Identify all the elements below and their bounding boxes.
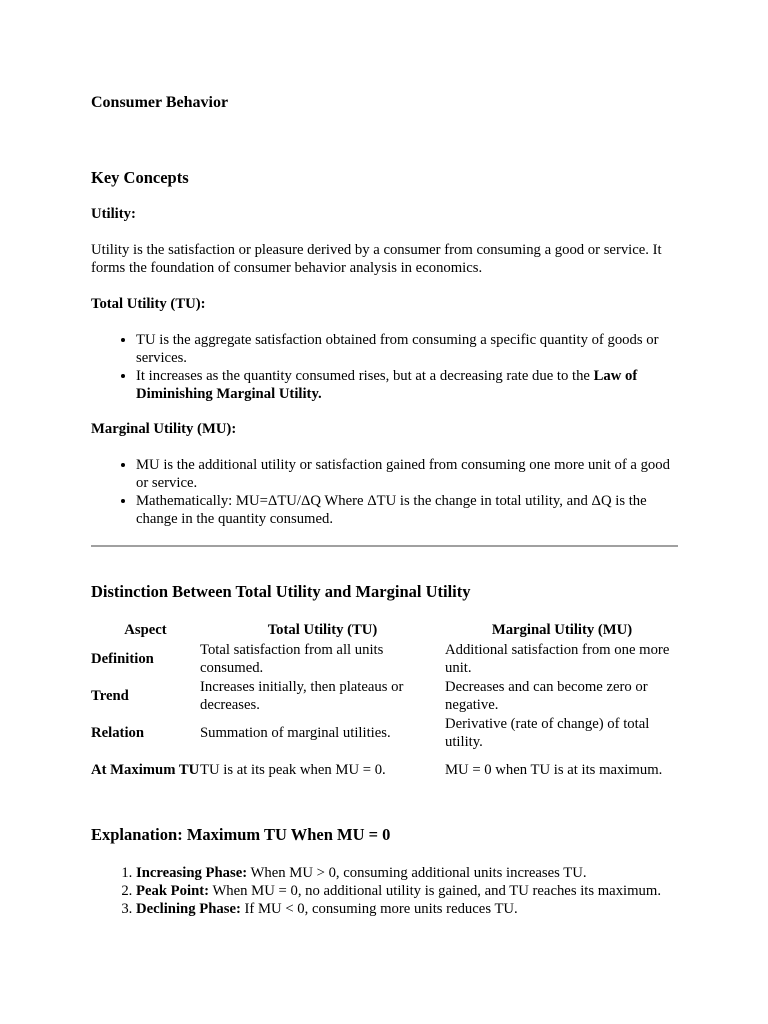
list-item (136, 456, 679, 492)
bullet-text: MU is the additional utility or satisfaction gained from consuming one more unit of a good or service. (136, 457, 670, 491)
column-header-mu: Marginal Utility (MU) (491, 622, 633, 638)
bullet-text: It increases as the quantity consumed rises, but at a decreasing rate due to the (136, 368, 594, 384)
mu-cell: Decreases and can become zero or negative. (445, 678, 648, 713)
step-label: Increasing Phase: (136, 865, 248, 881)
law-name: Law of Diminishing Marginal Utility. (136, 368, 638, 402)
table-row (91, 714, 679, 751)
step-text: If MU < 0, consuming more units reduces TU. (240, 901, 518, 917)
bullet-text: TU is the aggregate satisfaction obtained from consuming a specific quantity of goods or services. (136, 332, 659, 366)
marginal-utility-list (91, 456, 679, 528)
horizontal-divider (91, 545, 678, 547)
total-utility-list (91, 331, 679, 403)
list-item (136, 900, 679, 918)
mu-cell: Additional satisfaction from one more unit. (445, 641, 670, 676)
list-item (136, 367, 679, 403)
mu-cell: MU = 0 when TU is at its maximum. (445, 761, 663, 778)
utility-heading: Utility: (91, 206, 136, 222)
aspect-cell: Definition (91, 650, 154, 667)
explanation-heading: Explanation: Maximum TU When MU = 0 (91, 825, 391, 844)
tu-cell: Summation of marginal utilities. (200, 724, 391, 741)
marginal-utility-heading: Marginal Utility (MU): (91, 421, 237, 437)
column-header-aspect: Aspect (124, 622, 167, 638)
list-item (136, 331, 679, 367)
document-title: Consumer Behavior (91, 94, 229, 111)
explanation-steps (91, 864, 679, 918)
bullet-text: Mathematically: MU=ΔTU/ΔQ Where ΔTU is the change in total utility, and ΔQ is the change in the quantity consumed. (136, 493, 647, 527)
key-concepts-heading: Key Concepts (91, 168, 189, 187)
list-item (136, 864, 679, 882)
step-text: When MU = 0, no additional utility is gained, and TU reaches its maximum. (209, 883, 661, 899)
total-utility-heading: Total Utility (TU): (91, 296, 206, 312)
step-label: Declining Phase: (136, 901, 241, 917)
mu-cell: Derivative (rate of change) of total utility. (445, 715, 650, 750)
step-text: When MU > 0, consuming additional units increases TU. (247, 865, 587, 881)
step-label: Peak Point: (136, 883, 210, 899)
aspect-cell: Trend (91, 687, 129, 704)
column-header-tu: Total Utility (TU) (267, 622, 378, 638)
table-row (91, 751, 679, 788)
list-item (136, 882, 679, 900)
table-header-row (91, 620, 679, 640)
distinction-heading: Distinction Between Total Utility and Marginal Utility (91, 582, 471, 601)
tu-cell: Increases initially, then plateaus or decreases. (200, 678, 404, 713)
tu-cell: Total satisfaction from all units consumed. (200, 641, 384, 676)
comparison-table (91, 620, 679, 788)
table-row (91, 640, 679, 677)
aspect-cell: At Maximum TU (91, 761, 200, 778)
list-item (136, 492, 679, 528)
table-row (91, 677, 679, 714)
tu-cell: TU is at its peak when MU = 0. (200, 761, 386, 778)
aspect-cell: Relation (91, 724, 145, 741)
utility-paragraph: Utility is the satisfaction or pleasure derived by a consumer from consuming a good or service. It forms the foundation of consumer behavior analysis in economics. (91, 242, 662, 276)
